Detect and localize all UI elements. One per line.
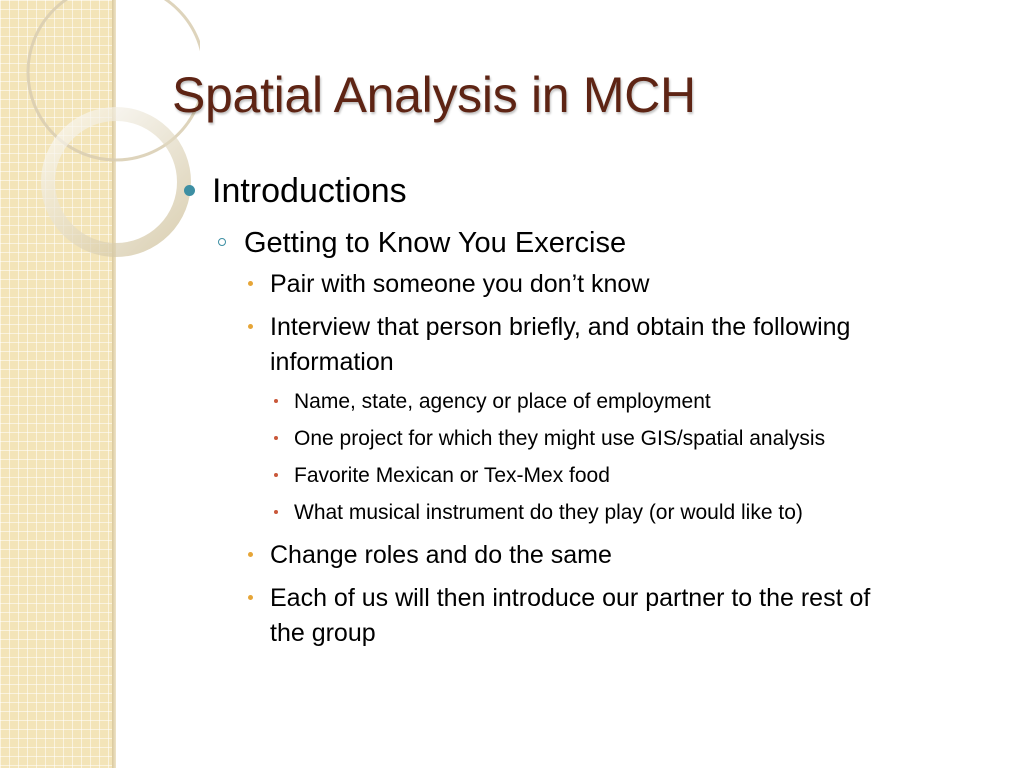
dot-bullet-icon [248,552,253,557]
list-item-text: Getting to Know You Exercise [244,227,627,259]
list-item-text: Favorite Mexican or Tex-Mex food [294,464,610,487]
list-item [266,461,954,491]
list-item [266,498,954,528]
list-item-text: Change roles and do the same [270,541,612,569]
small-dot-bullet-icon [274,436,278,440]
small-dot-bullet-icon [274,473,278,477]
list-item [240,267,910,302]
list-item [240,310,910,380]
list-item-text: Interview that person briefly, and obtain the following information [270,313,851,376]
slide-title: Spatial Analysis in MCH [172,67,696,123]
small-dot-bullet-icon [274,399,278,403]
list-item [180,170,980,212]
decorative-ring-lower [48,114,184,250]
hollow-bullet-icon [218,238,226,246]
list-item-text: One project for which they might use GIS/spatial analysis [294,427,826,450]
dot-bullet-icon [248,595,253,600]
list-item-text: What musical instrument do they play (or would like to) [294,501,803,524]
bullet-icon [184,185,195,196]
list-item [266,387,954,417]
decorative-rings [0,0,200,260]
list-item [266,424,954,454]
list-item-text: Pair with someone you don’t know [270,270,650,298]
bullet-list [180,170,980,651]
list-item-text: Each of us will then introduce our partner to the rest of the group [270,584,871,647]
dot-bullet-icon [248,281,253,286]
dot-bullet-icon [248,324,253,329]
small-dot-bullet-icon [274,510,278,514]
list-item [240,581,910,651]
list-item-text: Name, state, agency or place of employment [294,390,711,413]
list-item [214,225,980,261]
list-item [240,538,910,573]
list-item-text: Introductions [212,172,407,210]
